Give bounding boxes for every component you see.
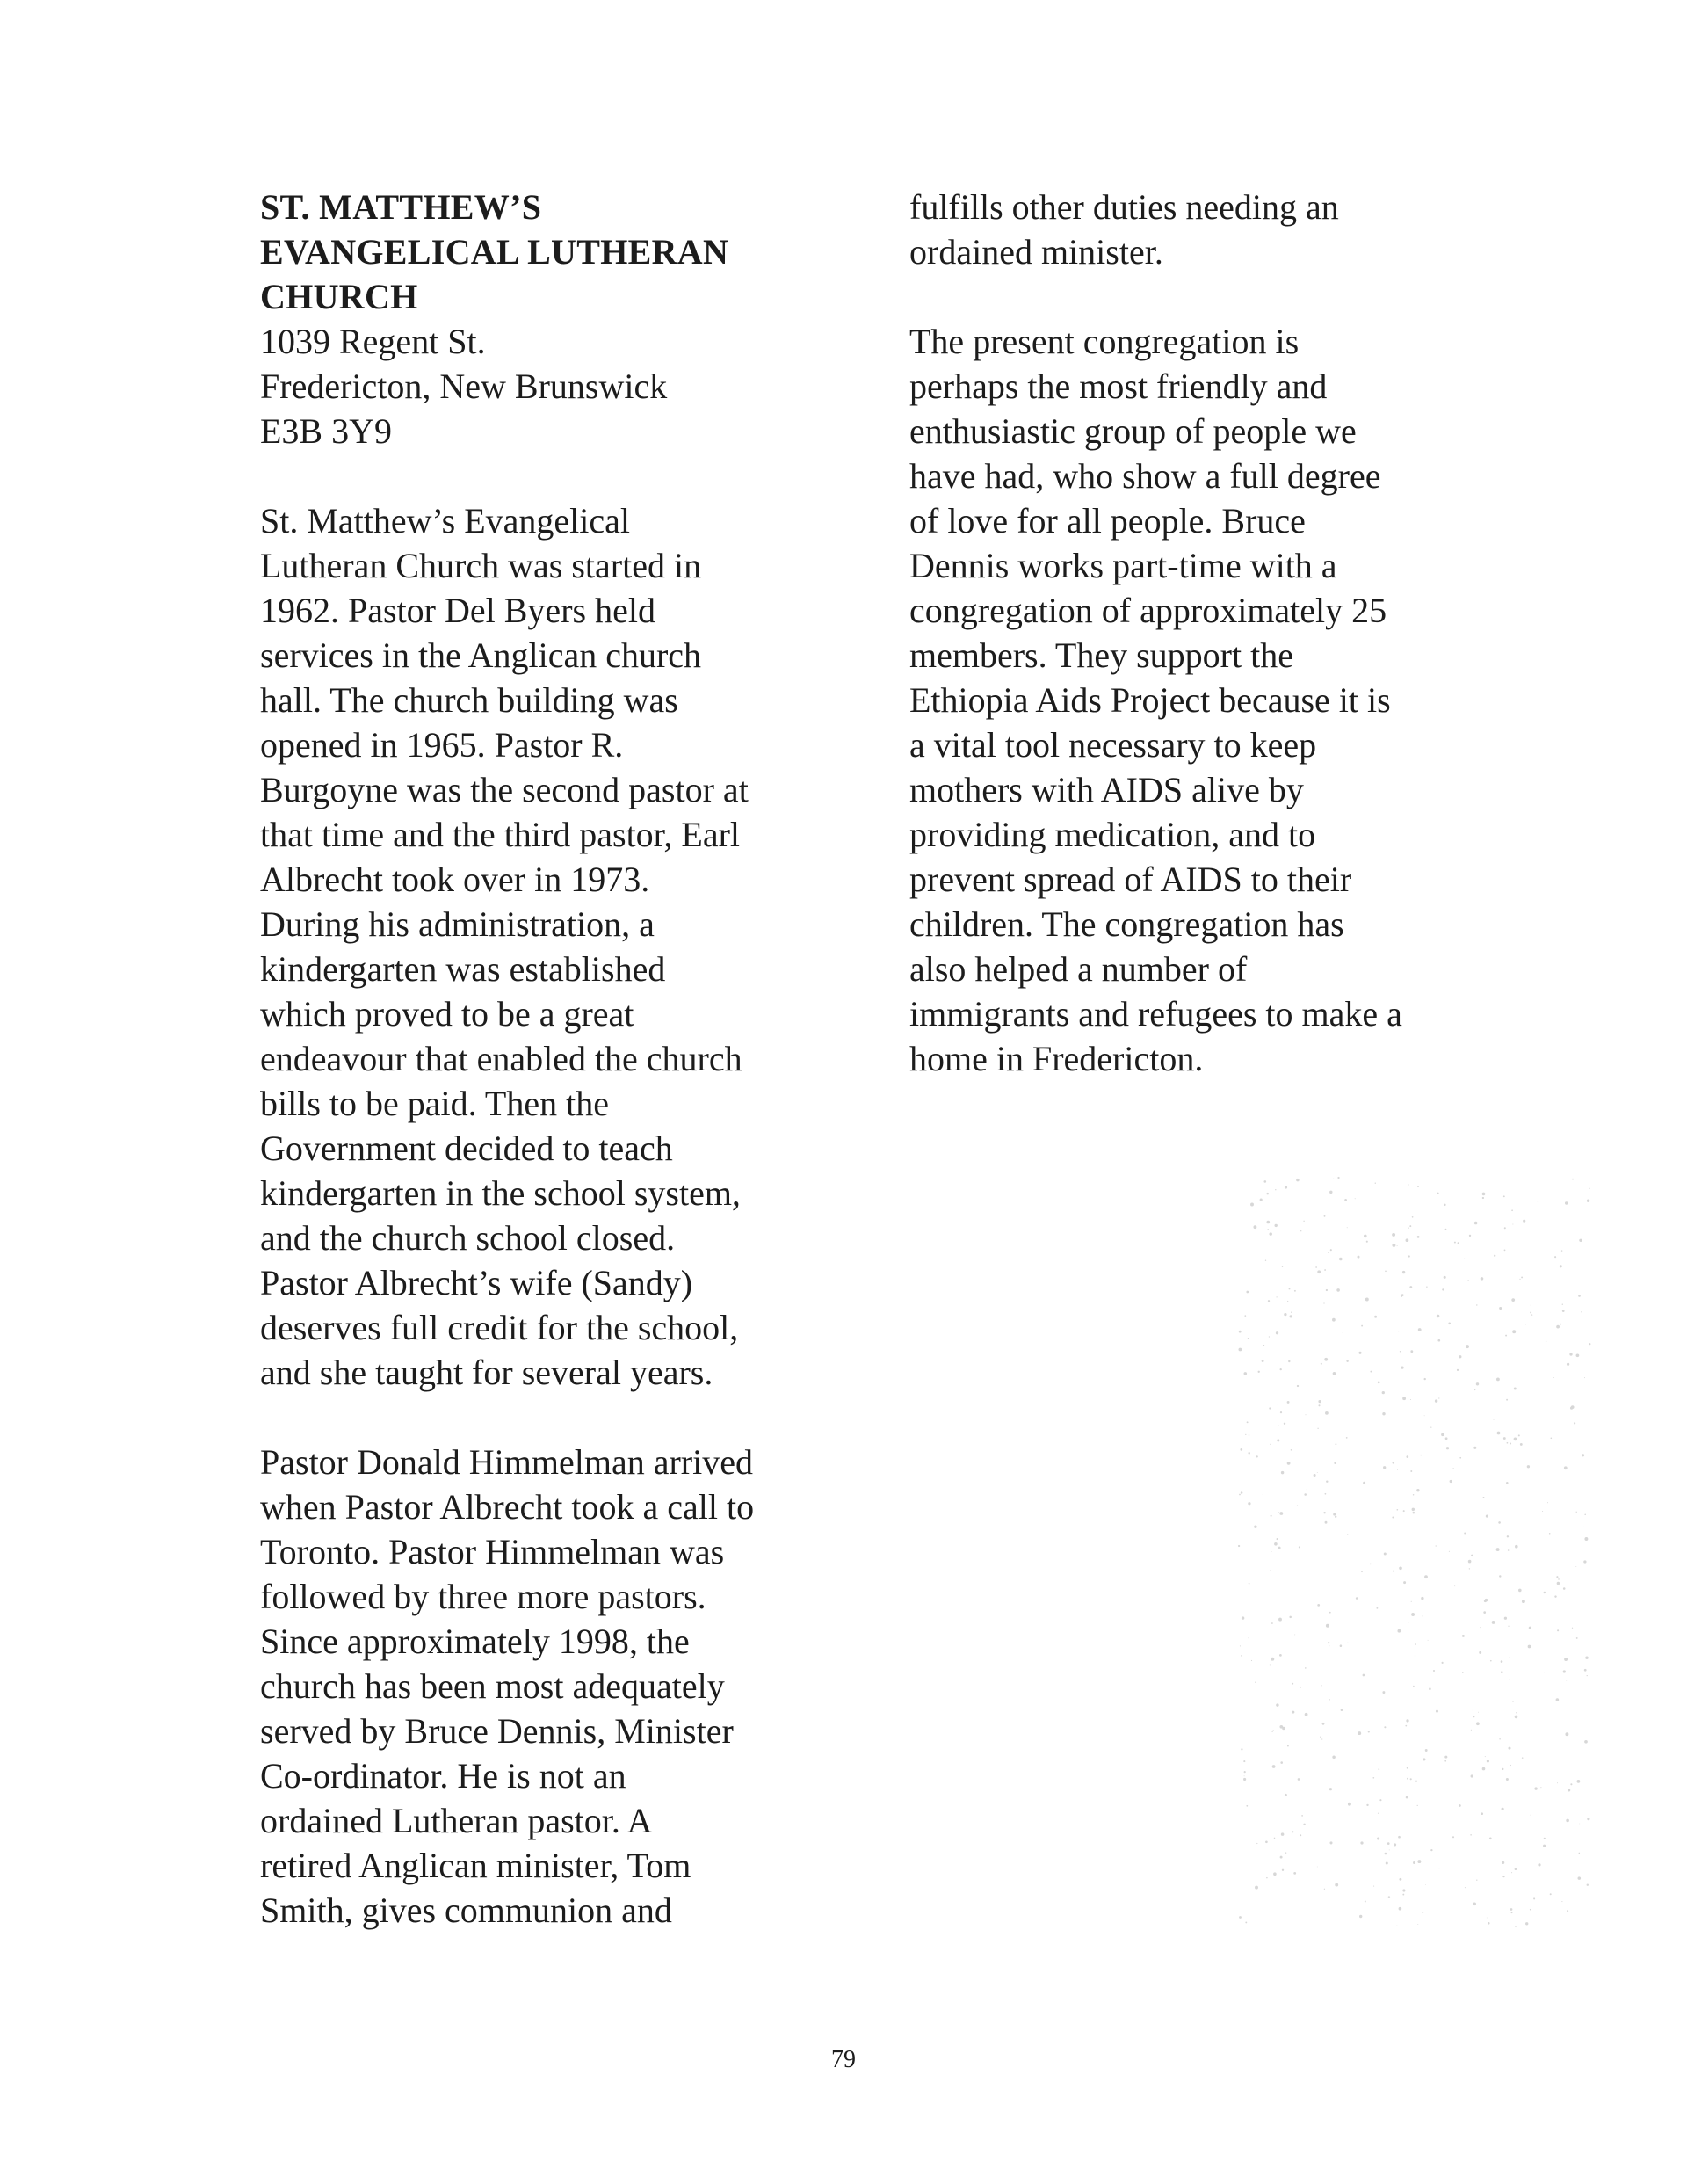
text-line: Dennis works part-time with a — [909, 546, 1337, 585]
heading-line: ST. MATTHEW’S — [260, 187, 542, 227]
text-line: and she taught for several years. — [260, 1353, 713, 1392]
heading-line: CHURCH — [260, 277, 418, 316]
text-line: kindergarten was established — [260, 949, 666, 989]
left-column — [260, 185, 875, 1933]
text-line: Lutheran Church was started in — [260, 546, 702, 585]
text-line: retired Anglican minister, Tom — [260, 1846, 691, 1885]
text-line: Pastor Albrecht’s wife (Sandy) — [260, 1263, 693, 1302]
text-line: children. The congregation has — [909, 904, 1344, 944]
text-line: home in Fredericton. — [909, 1039, 1204, 1078]
text-line: St. Matthew’s Evangelical — [260, 501, 631, 541]
text-line: a vital tool necessary to keep — [909, 725, 1317, 765]
text-line: 1962. Pastor Del Byers held — [260, 591, 655, 630]
text-line: Co-ordinator. He is not an — [260, 1756, 626, 1796]
address-line: Fredericton, New Brunswick — [260, 366, 668, 406]
text-line: which proved to be a great — [260, 994, 634, 1034]
text-line: opened in 1965. Pastor R. — [260, 725, 624, 765]
church-name-heading — [260, 185, 875, 319]
text-line: Government decided to teach — [260, 1128, 673, 1168]
text-line: church has been most adequately — [260, 1666, 725, 1706]
text-line: ordained minister. — [909, 232, 1163, 272]
text-line: served by Bruce Dennis, Minister — [260, 1711, 734, 1751]
text-line: providing medication, and to — [909, 815, 1316, 854]
pastors-paragraph — [260, 1440, 875, 1933]
heading-line: EVANGELICAL LUTHERAN — [260, 232, 729, 272]
text-line: also helped a number of — [909, 949, 1248, 989]
text-line: services in the Anglican church — [260, 635, 702, 675]
text-line: bills to be paid. Then the — [260, 1084, 609, 1123]
history-paragraph — [260, 498, 875, 1395]
address-line: E3B 3Y9 — [260, 411, 392, 451]
text-line: prevent spread of AIDS to their — [909, 860, 1352, 899]
church-address — [260, 319, 875, 453]
text-line: congregation of approximately 25 — [909, 591, 1387, 630]
text-line: followed by three more pastors. — [260, 1577, 706, 1616]
text-line: when Pastor Albrecht took a call to — [260, 1487, 755, 1527]
text-line: mothers with AIDS alive by — [909, 770, 1304, 809]
text-line: immigrants and refugees to make a — [909, 994, 1402, 1034]
right-column — [909, 185, 1542, 1081]
text-line: deserves full credit for the school, — [260, 1308, 739, 1347]
text-line: enthusiastic group of people we — [909, 411, 1357, 451]
text-line: have had, who show a full degree — [909, 456, 1381, 496]
text-line: fulfills other duties needing an — [909, 187, 1339, 227]
text-line: members. They support the — [909, 635, 1293, 675]
duties-paragraph — [909, 185, 1542, 274]
text-line: hall. The church building was — [260, 680, 678, 720]
text-line: The present congregation is — [909, 322, 1300, 361]
text-line: and the church school closed. — [260, 1218, 676, 1258]
text-line: ordained Lutheran pastor. A — [260, 1801, 653, 1840]
text-line: During his administration, a — [260, 904, 655, 944]
text-line: Since approximately 1998, the — [260, 1622, 690, 1661]
text-line: Pastor Donald Himmelman arrived — [260, 1442, 753, 1482]
text-line: kindergarten in the school system, — [260, 1173, 741, 1213]
text-line: endeavour that enabled the church — [260, 1039, 742, 1078]
text-line: of love for all people. Bruce — [909, 501, 1306, 541]
congregation-paragraph — [909, 319, 1542, 1081]
text-line: Smith, gives communion and — [260, 1890, 672, 1930]
scan-speckle-texture — [1230, 1169, 1599, 1942]
text-line: Albrecht took over in 1973. — [260, 860, 650, 899]
page-number: 79 — [831, 2046, 856, 2073]
text-line: perhaps the most friendly and — [909, 366, 1328, 406]
text-line: Ethiopia Aids Project because it is — [909, 680, 1391, 720]
text-line: Toronto. Pastor Himmelman was — [260, 1532, 725, 1571]
text-line: that time and the third pastor, Earl — [260, 815, 741, 854]
address-line: 1039 Regent St. — [260, 322, 486, 361]
text-line: Burgoyne was the second pastor at — [260, 770, 749, 809]
